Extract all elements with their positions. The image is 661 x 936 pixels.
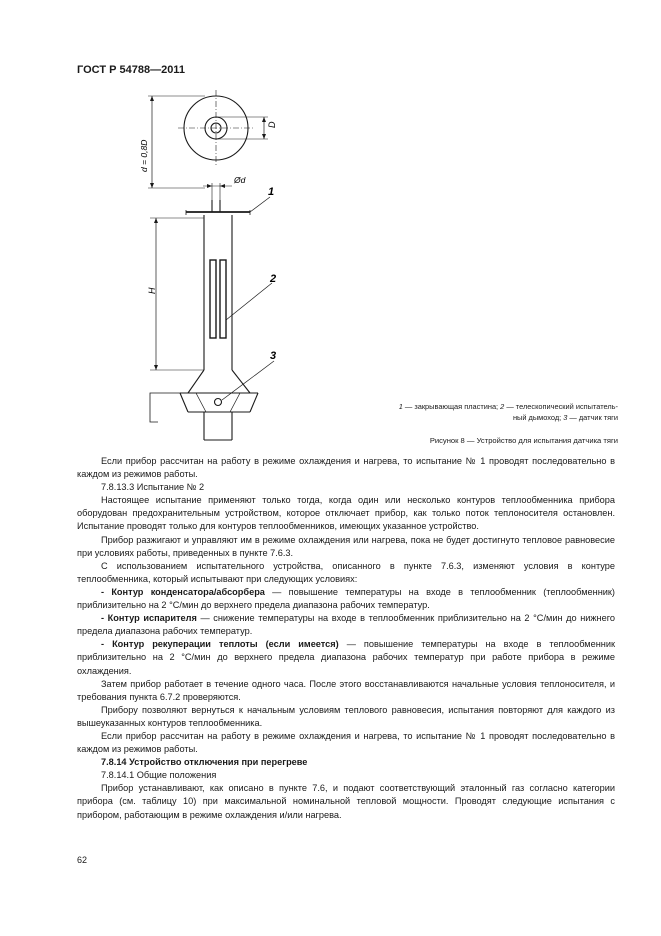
dim-phi-d-label: Ød: [234, 175, 246, 185]
bullet-heat-recovery: [77, 638, 615, 677]
paragraph: Настоящее испытание применяют только тогда, когда один или несколько контуров теплообменника прибора оборудован предохранительным устройством, которое отключает прибор, как только поток теплоносителя остановлен. Испытание проводят только для контуров теплообменников, имеющих указанное устройство.: [77, 495, 615, 532]
section-7-8-14-title: 7.8.14 Устройство отключения при перегреве: [101, 757, 308, 768]
figure-caption: Рисунок 8 — Устройство для испытания датчика тяги: [429, 436, 618, 445]
bullet-condenser-title: - Контур конденсатора/абсорбера: [101, 586, 265, 597]
body-text: [77, 455, 615, 822]
paragraph: Прибор устанавливают, как описано в пункте 7.6, и подают соответствующий эталонный газ согласно категории прибора (см. таблицу 10) при максимальной номинальной тепловой мощности. Проводят следующие испытания с прибором, работающим в режиме охлаждения и/или нагрева.: [77, 783, 615, 820]
legend-3-text: — датчик тяги: [567, 413, 618, 422]
dim-d-formula-label: d = 0,8D: [139, 139, 149, 172]
legend-3-num: 3: [563, 413, 568, 422]
paragraph: Затем прибор работает в течение одного часа. После этого восстанавливаются начальные условия теплоносителя, и требования пункта 6.7.2 проверяются.: [77, 678, 615, 702]
figure-legend: [300, 401, 618, 423]
page-number: 62: [77, 855, 88, 865]
bullet-evaporator: [77, 612, 615, 638]
section-7-8-14-heading: [77, 756, 615, 769]
bullet-evaporator-text: — снижение температуры на входе в теплообменник приблизительно на 2 °С/мин до нижнего предела диапазона рабочих температур.: [77, 613, 615, 637]
bullet-heat-recovery-text: — повышение температуры на входе в теплообменник приблизительно на 2 °С/мин до верхнего предела диапазона рабочих температур при работе прибора в режиме охлаждения.: [77, 639, 615, 676]
dim-H-label: H: [147, 287, 157, 294]
section-7-8-14-1: 7.8.14.1 Общие положения: [101, 770, 217, 781]
paragraph: С использованием испытательного устройства, описанного в пункте 7.6.3, изменяют условия в контуре теплообменника, который испытывают при следующих условиях:: [77, 560, 615, 584]
paragraph: Прибор разжигают и управляют им в режиме охлаждения или нагрева, пока не будет достигнуто тепловое равновесие при условиях работы, приведенных в пункте 7.6.3.: [77, 534, 615, 558]
draft-sensor: [215, 399, 222, 406]
legend-2-text: — телескопический испытатель-: [504, 402, 618, 411]
document-header: ГОСТ Р 54788—2011: [77, 64, 185, 76]
callout-3: 3: [270, 350, 277, 362]
legend-1-num: 1: [398, 402, 403, 411]
draft-sensor-test-device-drawing: [120, 88, 310, 448]
callout-1: 1: [268, 186, 275, 198]
legend-2-num: 2: [500, 402, 505, 411]
legend-2-cont: ный дымоход;: [512, 413, 564, 422]
bullet-condenser: [77, 586, 615, 612]
paragraph: Если прибор рассчитан на работу в режиме охлаждения и нагрева, то испытание № 1 проводят последовательно в каждом из режимов работы.: [77, 456, 615, 480]
paragraph: Если прибор рассчитан на работу в режиме охлаждения и нагрева, то испытание № 1 проводят последовательно в каждом из режимов работы.: [77, 730, 615, 755]
bullet-evaporator-title: - Контур испарителя: [101, 613, 197, 624]
dim-D-label: D: [267, 121, 277, 128]
callout-2: 2: [270, 273, 277, 285]
bullet-heat-recovery-title: - Контур рекуперации теплоты (если имеется): [101, 639, 339, 650]
paragraph: Прибору позволяют вернуться к начальным условиям теплового равновесия, испытания повторяют для каждого из вышеуказанных контуров теплообменника.: [77, 704, 615, 728]
bullet-condenser-text: — повышение температуры на входе в теплообменник (теплообменник) приблизительно на 2 °С/мин до верхнего предела диапазона рабочих температур.: [77, 586, 615, 611]
section-7-8-13-3: 7.8.13.3 Испытание № 2: [101, 482, 205, 493]
chimney-inner-tube: [210, 260, 216, 338]
legend-1-text: — закрывающая пластина;: [402, 402, 501, 411]
